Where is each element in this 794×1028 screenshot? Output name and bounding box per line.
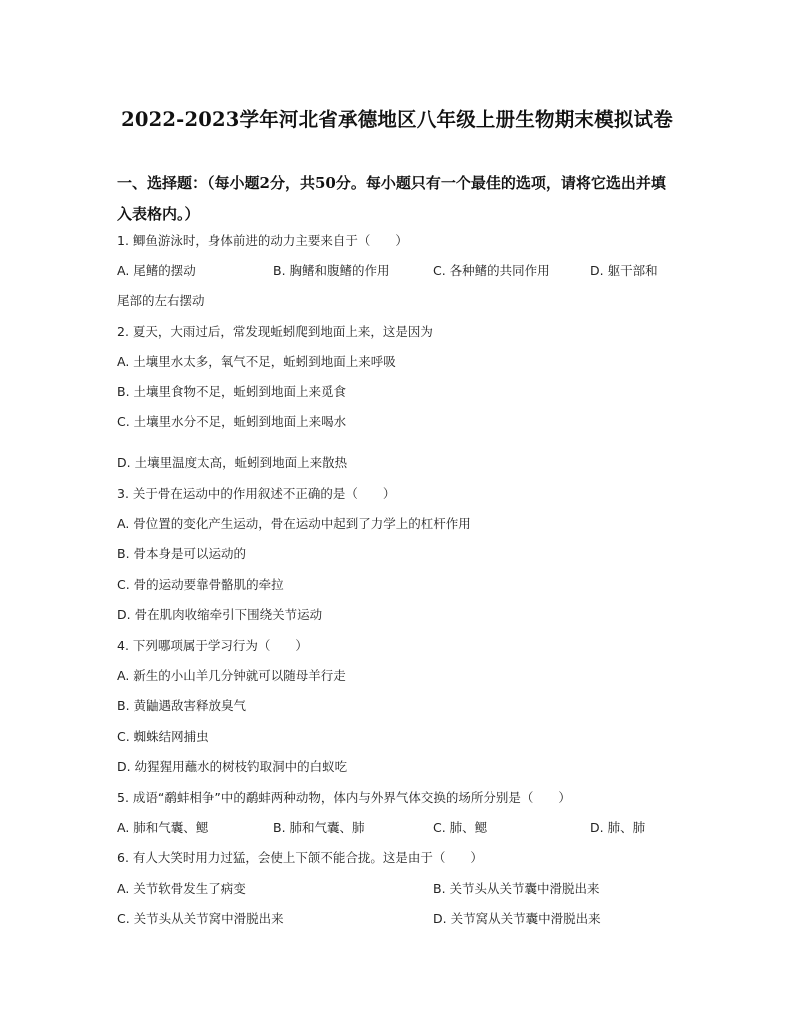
- question-6-option-c: C. 关节头从关节窝中滑脱出来: [117, 911, 284, 926]
- question-5-option-c: C. 肺、鳃: [433, 820, 488, 835]
- question-4-option-d: D. 幼猩猩用蘸水的树枝钓取洞中的白蚁吃: [117, 759, 348, 774]
- question-6-option-b: B. 关节头从关节囊中滑脱出来: [433, 881, 600, 896]
- question-4-option-b: B. 黄鼬遇敌害释放臭气: [117, 698, 247, 713]
- question-3-stem: 3. 关于骨在运动中的作用叙述不正确的是（ ）: [117, 486, 396, 501]
- question-1-stem: 1. 鲫鱼游泳时，身体前进的动力主要来自于（ ）: [117, 233, 408, 248]
- question-1-option-b: B. 胸鳍和腹鳍的作用: [273, 263, 390, 278]
- question-2-stem: 2. 夏天，大雨过后，常发现蚯蚓爬到地面上来，这是因为: [117, 324, 433, 339]
- question-5-option-a: A. 肺和气囊、鳃: [117, 820, 209, 835]
- question-6-option-a: A. 关节软骨发生了病变: [117, 881, 246, 896]
- question-3-option-a: A. 骨位置的变化产生运动，骨在运动中起到了力学上的杠杆作用: [117, 516, 471, 531]
- question-1-option-d: D. 躯干部和: [590, 263, 658, 278]
- question-2-option-a: A. 土壤里水太多，氧气不足，蚯蚓到地面上来呼吸: [117, 354, 396, 369]
- question-1-option-a: A. 尾鳍的摆动: [117, 263, 196, 278]
- question-4-stem: 4. 下列哪项属于学习行为（ ）: [117, 638, 308, 653]
- question-1-option-c: C. 各种鳍的共同作用: [433, 263, 550, 278]
- question-4-option-a: A. 新生的小山羊几分钟就可以随母羊行走: [117, 668, 346, 683]
- question-3-option-d: D. 骨在肌肉收缩牵引下围绕关节运动: [117, 607, 323, 622]
- question-1-option-d-continuation: 尾部的左右摆动: [117, 293, 205, 308]
- question-2-option-c: C. 土壤里水分不足，蚯蚓到地面上来喝水: [117, 414, 347, 429]
- question-6-option-d: D. 关节窝从关节囊中滑脱出来: [433, 911, 601, 926]
- question-2-option-d: D. 土壤里温度太高，蚯蚓到地面上来散热: [117, 455, 348, 470]
- page-title: 2022-2023学年河北省承德地区八年级上册生物期末模拟试卷: [121, 108, 673, 131]
- question-3-option-b: B. 骨本身是可以运动的: [117, 546, 247, 561]
- question-5-option-d: D. 肺、肺: [590, 820, 646, 835]
- section-heading: 一、选择题：（每小题2分，共50分。每小题只有一个最佳的选项，请将它选出并填入表格内。）: [117, 174, 666, 223]
- question-2-option-b: B. 土壤里食物不足，蚯蚓到地面上来觅食: [117, 384, 347, 399]
- question-4-option-c: C. 蜘蛛结网捕虫: [117, 729, 209, 744]
- question-5-stem: 5. 成语“鹬蚌相争”中的鹬蚌两种动物，体内与外界气体交换的场所分别是（ ）: [117, 790, 571, 805]
- question-6-stem: 6. 有人大笑时用力过猛，会使上下颌不能合拢。这是由于（ ）: [117, 850, 483, 865]
- question-5-option-b: B. 肺和气囊、肺: [273, 820, 365, 835]
- question-3-option-c: C. 骨的运动要靠骨骼肌的牵拉: [117, 577, 284, 592]
